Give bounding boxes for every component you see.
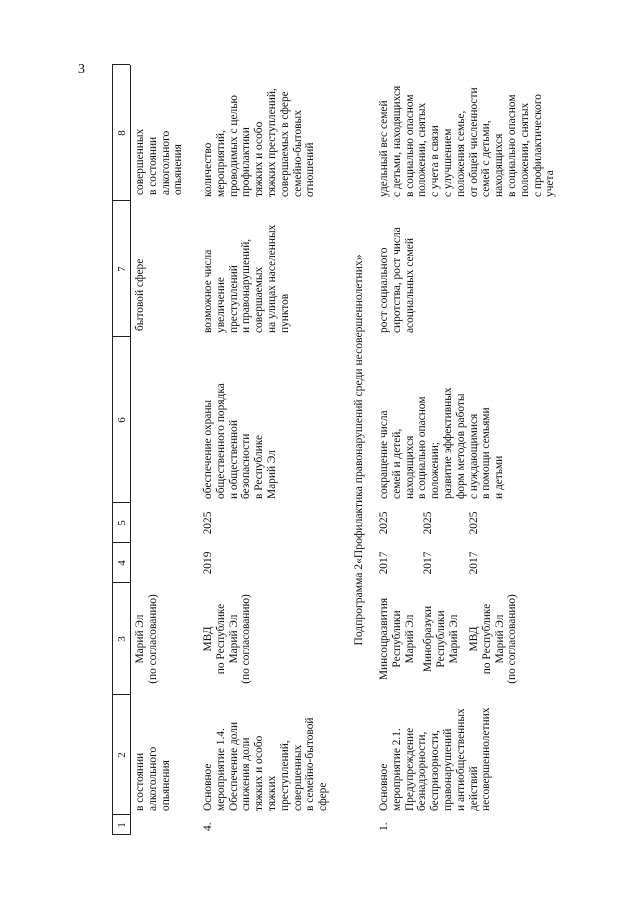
row4-col8: количество мероприятий, проводимых с целью профилактики тяжких и особо тяжких преступлений, совершаемых в сфере семейно-бытовых отношений <box>202 88 317 197</box>
row4-col5: 2025 <box>202 511 214 535</box>
header-col-2: 2 <box>116 752 128 758</box>
subprogram-title: Подпрограмма 2«Профилактика правонарушений среди несовершеннолетних» <box>352 254 365 646</box>
row4-col2: Основное мероприятие 1.4. Обеспечение доли снижения доли тяжких и особо тяжких преступлений, совершенных в семейно-бытовой сфере <box>202 717 330 811</box>
row1-number: 1. <box>378 822 390 831</box>
row1-col4-a: 2017 <box>378 551 390 575</box>
rotated-table <box>112 65 572 835</box>
row1-col7: рост социального сиротства, рост числа асоциальных семей <box>378 227 416 333</box>
header-col-6: 6 <box>116 417 128 423</box>
cont-row-col2: в состоянии алкогольного опьянения <box>134 746 172 811</box>
row1-col5-c: 2025 <box>468 511 480 535</box>
row1-col2: Основное мероприятие 2.1. Предупреждение безнадзорности, беспризорности, правонарушений и антиобщественных действий несовершеннолетних <box>378 707 493 811</box>
row1-col3-mvd: МВД по Республике Марий Эл (по согласованию) <box>468 594 519 684</box>
cont-row-col3: Марий Эл (по согласованию) <box>134 594 159 684</box>
row1-col6: сокращение числа семей и детей, находящихся в социально опасном положении; развитие эффективных форм методов работы с нуждающимися в помощи семьями и детьми <box>378 387 506 499</box>
header-col-5: 5 <box>116 520 128 526</box>
cont-row-col7: бытовой сфере <box>134 258 146 331</box>
row1-col3-minsoc: Минсоцразвития Республики Марий Эл <box>378 597 416 681</box>
row1-col4-b: 2017 <box>422 551 434 575</box>
row4-col4: 2019 <box>202 551 214 575</box>
row1-col5-b: 2025 <box>422 511 434 535</box>
row4-col7: возможное числа увеличение преступлений и правонарушений, совершаемых на улицах населенных пунктов <box>202 224 291 333</box>
header-col-1: 1 <box>116 822 128 828</box>
page-number: 3 <box>78 62 85 77</box>
header-col-8: 8 <box>116 130 128 136</box>
table-top-border <box>112 65 113 835</box>
cont-row-col8: совершенных в состоянии алкогольного опьянения <box>134 128 185 195</box>
header-col-3: 3 <box>116 636 128 642</box>
header-col-7: 7 <box>116 266 128 272</box>
header-bottom-border <box>130 65 131 835</box>
row4-number: 4. <box>202 822 214 831</box>
row1-col4-c: 2017 <box>468 551 480 575</box>
row4-col6: обеспечение охраны общественного порядка и общественной безопасности в Республике Марий Эл <box>202 383 278 499</box>
row1-col5-a: 2025 <box>378 511 390 535</box>
header-col-4: 4 <box>116 560 128 566</box>
row4-col3: МВД по Республике Марий Эл (по согласованию) <box>202 594 253 684</box>
row1-col3-minobr: Минобразуки Республики Марий Эл <box>422 605 460 673</box>
row1-col8: удельный вес семей с детьми, находящихся в социально опасном положении, снятых с учета в связи с улучшением положения семье, от общей численности семей с детьми, находящихся в социально опасном положении, снятых с профилактического учета <box>378 85 557 197</box>
